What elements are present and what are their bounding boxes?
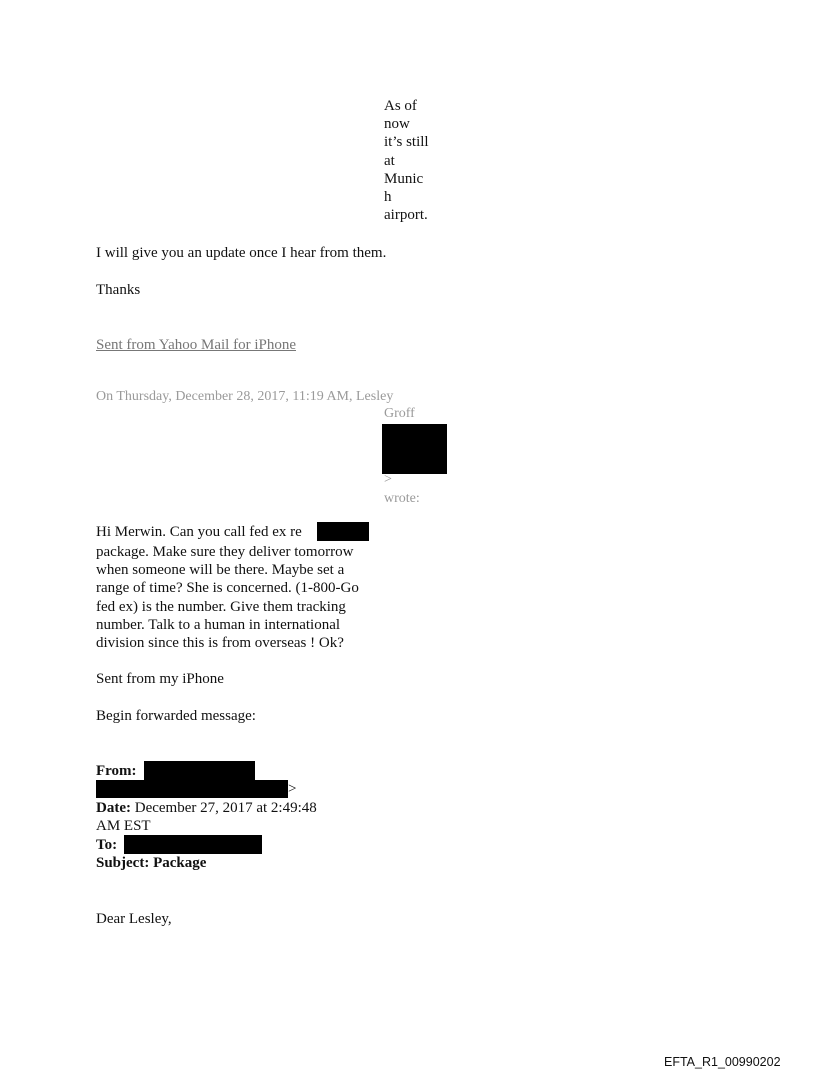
redaction-block: [382, 424, 447, 474]
reply-narrow-text: [384, 97, 429, 224]
reply-line: at: [384, 152, 395, 169]
reply-line: now: [384, 116, 410, 133]
message-line: package. Make sure they deliver tomorrow: [96, 544, 354, 560]
reply-thanks: Thanks: [96, 282, 141, 298]
quote-header-gt: >: [384, 472, 392, 487]
message-line: division since this is from overseas ! Ok?: [96, 635, 344, 652]
reply-line: Munic: [384, 170, 424, 187]
forwarded-message-label: Begin forwarded message:: [96, 708, 256, 724]
quote-header-line: On Thursday, December 28, 2017, 11:19 AM, Lesley: [96, 389, 394, 404]
reply-line: h: [384, 189, 392, 206]
yahoo-signature-link[interactable]: Sent from Yahoo Mail for iPhone: [96, 337, 296, 353]
message-body: [96, 543, 359, 652]
subject-value: Package: [149, 855, 207, 871]
redaction-block: [124, 835, 262, 854]
message-line: number. Talk to a human in international: [96, 616, 341, 633]
redaction-block: [317, 522, 369, 541]
reply-line: As of: [384, 98, 417, 114]
date-continuation: AM EST: [96, 818, 151, 834]
reply-update-line: I will give you an update once I hear from them.: [96, 245, 387, 261]
greeting: Dear Lesley,: [96, 911, 172, 927]
from-label: From:: [96, 763, 137, 779]
message-first-line: Hi Merwin. Can you call fed ex re: [96, 524, 302, 540]
subject-label: Subject:: [96, 855, 150, 871]
sent-from-iphone: Sent from my iPhone: [96, 671, 224, 687]
quote-header-wrote: wrote:: [384, 491, 420, 506]
redaction-block: [144, 761, 255, 780]
reply-line: it’s still: [384, 134, 429, 151]
date-value: December 27, 2017 at 2:49:48: [130, 800, 317, 816]
message-line: range of time? She is concerned. (1-800-Go: [96, 580, 359, 597]
bates-number: EFTA_R1_00990202: [664, 1055, 781, 1069]
date-label: Date:: [96, 800, 131, 816]
to-label: To:: [96, 837, 118, 853]
date-line: [96, 800, 317, 817]
message-line: fed ex) is the number. Give them tracking: [96, 598, 346, 615]
from-gt: >: [288, 781, 297, 797]
reply-line: airport.: [384, 207, 428, 224]
quote-header-name: Groff: [384, 406, 415, 421]
message-line: when someone will be there. Maybe set a: [96, 562, 345, 579]
subject-line: [96, 855, 206, 872]
redaction-block: [96, 780, 288, 798]
